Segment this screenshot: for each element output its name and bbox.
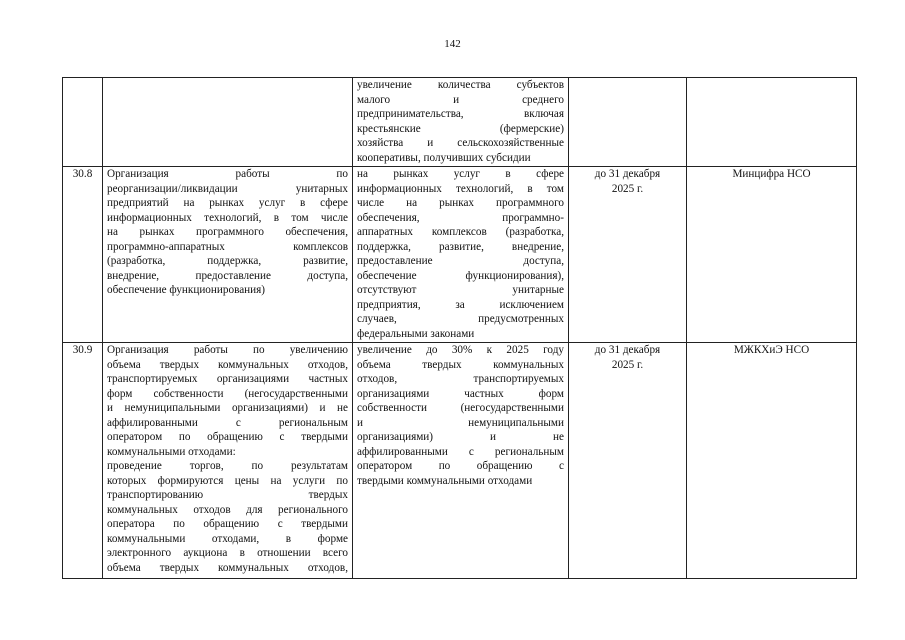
activity-line: предприятий на рынках услуг в сфере [107, 197, 348, 209]
result-line: увеличение количества субъектов [357, 79, 564, 91]
result-line: хозяйства и сельскохозяйственные [357, 137, 564, 149]
result-line: обеспечение функционирования), [357, 269, 564, 282]
result-line: и немуниципальными [357, 416, 564, 429]
responsible-cell: Минцифра НСО [687, 167, 857, 343]
activity-line: которых формируются цены на услуги по [107, 474, 348, 487]
result-line: поддержка, развитие, внедрение, [357, 240, 564, 253]
result-line: предприятия, за исключением [357, 298, 564, 311]
result-line: объема твердых коммунальных [357, 358, 564, 371]
activity-line: программно-аппаратных комплексов [107, 240, 348, 253]
table-row [63, 78, 857, 167]
result-line: на рынках услуг в сфере [357, 168, 564, 180]
result-line: крестьянские (фермерские) [357, 122, 564, 135]
result-line: собственности (негосударственными [357, 402, 564, 414]
activity-cell [103, 78, 353, 167]
activity-line: (разработка, поддержка, развитие, [107, 255, 348, 267]
activity-line: коммунальными отходами: [107, 445, 236, 458]
activity-line: объема твердых коммунальных отходов, [107, 358, 348, 371]
activity-line: Организация работы по увеличению [107, 344, 348, 356]
deadline-cell [569, 167, 687, 343]
activity-cell [103, 343, 353, 579]
responsible-cell: МЖКХиЭ НСО [687, 343, 857, 579]
activity-line: коммунальными отходами, в форме [107, 532, 348, 545]
result-line: отсутствуют унитарные [357, 284, 564, 296]
result-line: аффилированными с региональным [357, 445, 564, 458]
activity-line: объема твердых коммунальных отходов, [107, 561, 348, 574]
result-cell [353, 167, 569, 343]
activity-cell [103, 167, 353, 343]
deadline-line: до 31 декабря [594, 168, 661, 180]
deadline-line: 2025 г. [611, 182, 644, 195]
activity-line: обеспечение функционирования) [107, 284, 266, 296]
deadline-line: до 31 декабря [594, 344, 661, 356]
result-line: предоставление доступа, [357, 255, 564, 267]
result-line: кооперативы, получивших субсидии [357, 151, 531, 164]
result-line: случаев, предусмотренных [357, 313, 564, 325]
result-line: увеличение до 30% к 2025 году [357, 344, 564, 356]
responsible-cell [687, 78, 857, 167]
row-number-cell: 30.8 [63, 167, 103, 343]
result-line: обеспечения, программно- [357, 211, 564, 224]
measures-table [62, 77, 857, 579]
activity-line: транспортируемых организациями частных [107, 373, 348, 385]
result-cell [353, 343, 569, 579]
activity-line: транспортированию твердых [107, 489, 348, 501]
result-line: малого и среднего [357, 93, 564, 106]
page-number: 142 [444, 38, 461, 50]
result-line: предпринимательства, включая [357, 108, 564, 120]
activity-line: оператором по обращению с твердыми [107, 431, 348, 443]
activity-line: информационных технологий, в том числе [107, 211, 348, 224]
row-number-cell [63, 78, 103, 167]
activity-line: форм собственности (негосударственными [107, 387, 348, 400]
deadline-cell [569, 343, 687, 579]
activity-line: проведение торгов, по результатам [107, 460, 348, 472]
deadline-cell [569, 78, 687, 167]
result-line: твердыми коммунальными отходами [357, 474, 533, 487]
activity-line: Организация работы по [107, 168, 348, 180]
result-line: аппаратных комплексов (разработка, [357, 226, 564, 238]
result-line: организациями частных форм [357, 387, 564, 400]
activity-line: на рынках программного обеспечения, [107, 226, 348, 238]
result-line: числе на рынках программного [357, 197, 564, 209]
row-number-cell: 30.9 [63, 343, 103, 579]
activity-line: аффилированными с региональным [107, 416, 348, 429]
deadline-line: 2025 г. [611, 358, 644, 371]
result-cell [353, 78, 569, 167]
result-line: федеральными законами [357, 327, 475, 340]
activity-line: внедрение, предоставление доступа, [107, 269, 348, 282]
result-line: информационных технологий, в том [357, 182, 564, 195]
activity-line: электронного аукциона в отношении всего [107, 547, 348, 559]
activity-line: и немуниципальными организациями) и не [107, 402, 348, 414]
activity-line: реорганизации/ликвидации унитарных [107, 182, 348, 195]
activity-line: оператора по обращению с твердыми [107, 518, 348, 530]
result-line: организациями) и не [357, 431, 564, 443]
activity-line: коммунальных отходов для регионального [107, 503, 348, 516]
table-row [63, 343, 857, 579]
table-row [63, 167, 857, 343]
result-line: отходов, транспортируемых [357, 373, 564, 385]
result-line: оператором по обращению с [357, 460, 564, 472]
